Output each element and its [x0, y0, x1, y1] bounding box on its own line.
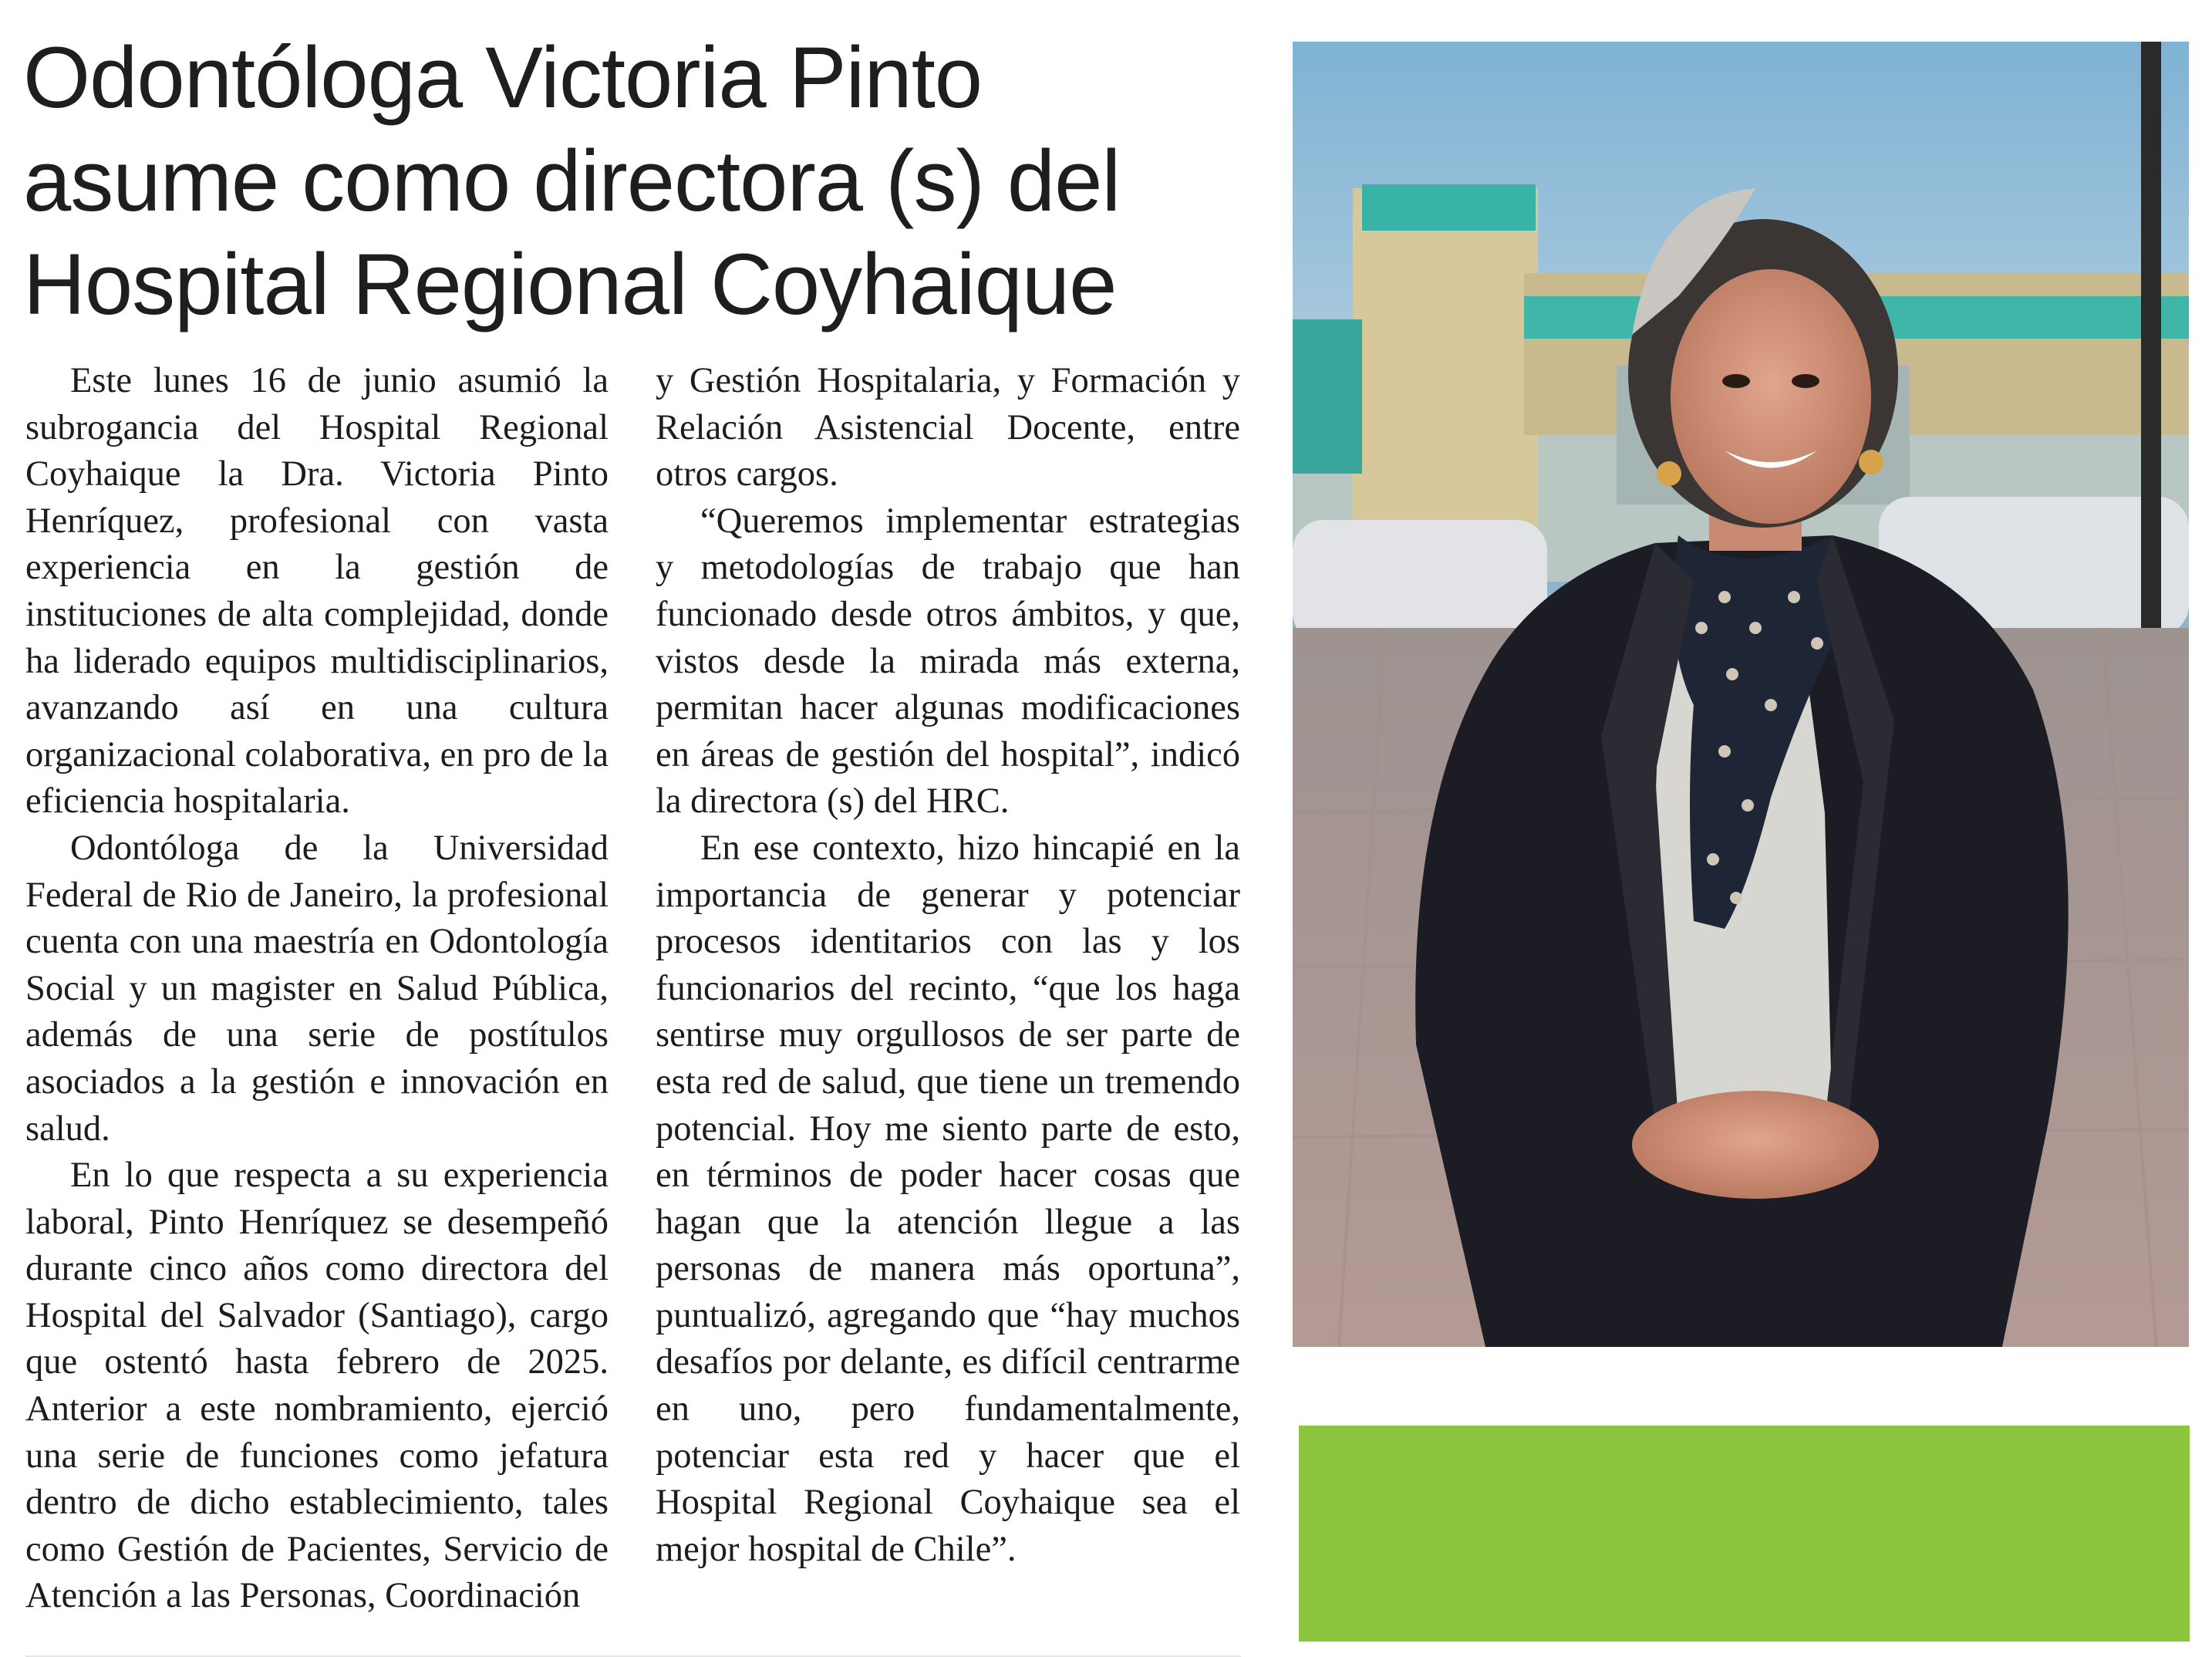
paragraph: “Queremos implementar estrategias y metodologías de trabajo que han funcionado desde otros ámbitos, y que, vistos desde la mirada más externa, permitan hacer algunas modificaciones en áreas de gestión del hospital”, indicó la directora (s) del HRC.	[656, 501, 1240, 822]
paragraph: En lo que respecta a su experiencia laboral, Pinto Henríquez se desempeñó durante cinco años como directora del Hospital del Salvador (Santiago), cargo que ostentó hasta febrero de 2025. Anterior a este nombramiento, ejerció una serie de funciones como jefatura dentro de dicho establecimiento, tales como Gestión de Pacientes, Servicio de Atención a las Personas, Coordinación	[25, 1156, 609, 1616]
paragraph: Este lunes 16 de junio asumió la subrogancia del Hospital Regional Coyhaique la Dra. Victoria Pinto Henríquez, profesional con vasta experiencia en la gestión de instituciones de alta complejidad, donde ha liderado equipos multidisciplinarios, avanzando así en una cultura organizacional colaborativa, en pro de la eficiencia hospitalaria.	[25, 361, 609, 822]
paragraph: Odontóloga de la Universidad Federal de Rio de Janeiro, la profesional cuenta con una maestría en Odontología Social y un magister en Salud Pública, además de una serie de postítulos asociados a la gestión e innovación en salud.	[25, 828, 609, 1149]
article-column-right	[656, 358, 1240, 1573]
green-color-block	[1299, 1426, 2190, 1642]
paragraph: y Gestión Hospitalaria, y Formación y Relación Asistencial Docente, entre otros cargos.	[656, 361, 1240, 494]
article-column-left	[25, 358, 609, 1620]
article-headline: Odontóloga Victoria Pinto asume como directora (s) del Hospital Regional Coyhaique	[23, 29, 1121, 332]
paragraph: En ese contexto, hizo hincapié en la importancia de generar y potenciar procesos identitarios con las y los funcionarios del recinto, “que los haga sentirse muy orgullosos de ser parte de esta red de salud, que tiene un tremendo potencial. Hoy me siento parte de esto, en términos de poder hacer cosas que hagan que la atención llegue a las personas de manera más oportuna”, puntualizó, agregando que “hay muchos desafíos por delante, es difícil centrarme en uno, pero fundamentalmente, potenciar esta red y hacer que el Hospital Regional Coyhaique sea el mejor hospital de Chile”.	[656, 828, 1240, 1569]
portrait-photo	[1293, 42, 2189, 1347]
